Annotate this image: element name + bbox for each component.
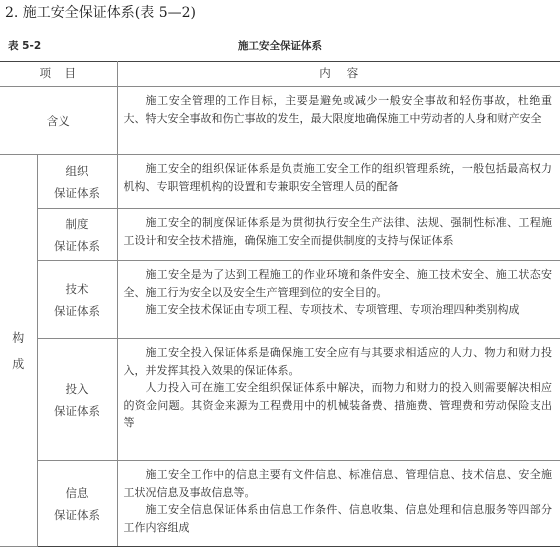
table-row xyxy=(0,261,560,339)
meaning-label: 含义 xyxy=(0,87,117,155)
row-paragraph: 施工安全投入保证体系是确保施工安全应有与其要求相适应的人力、物力和财力投入，并发挥其投入效果的保证体系。 xyxy=(123,346,552,377)
meaning-text: 施工安全管理的工作目标，主要是避免或减少一般安全事故和轻伤事故，杜绝重大、特大安全事故和伤亡事故的发生，最大限度地确保施工中劳动者的人身和财产安全 xyxy=(123,94,552,125)
row-label-line1: 投入 xyxy=(65,381,89,396)
row-label xyxy=(37,261,117,339)
row-paragraph: 施工安全的制度保证体系是为贯彻执行安全生产法律、法规、强制性标准、工程施工设计和安全技术措施，确保施工安全而提供制度的支持与保证体系 xyxy=(123,216,552,247)
composition-label xyxy=(0,155,37,547)
row-label xyxy=(37,461,117,547)
row-label xyxy=(37,155,117,209)
row-label-line1: 信息 xyxy=(65,485,89,500)
table-row xyxy=(0,87,560,155)
table-row xyxy=(0,339,560,461)
row-paragraph: 施工安全是为了达到工程施工的作业环境和条件安全、施工技术安全、施工状态安全、施工行为安全以及安全生产管理到位的安全目的。 xyxy=(123,268,552,299)
row-content xyxy=(117,209,560,261)
header-item: 项 目 xyxy=(0,62,117,87)
table-caption xyxy=(0,38,560,54)
meaning-content xyxy=(117,87,560,155)
row-label-line2: 保证体系 xyxy=(54,303,100,318)
composition-label-text: 构 成 xyxy=(12,330,25,371)
row-paragraph: 施工安全工作中的信息主要有文件信息、标准信息、管理信息、技术信息、安全施工状况信息及事故信息等。 xyxy=(123,468,552,499)
row-label-line2: 保证体系 xyxy=(54,185,100,200)
table-header-row xyxy=(0,62,560,87)
row-paragraph: 施工安全技术保证由专项工程、专项技术、专项管理、专项治理四种类别构成 xyxy=(145,303,520,316)
row-content xyxy=(117,339,560,461)
row-label-line1: 制度 xyxy=(65,216,89,231)
table-row xyxy=(0,209,560,261)
row-content xyxy=(117,261,560,339)
row-label-line1: 组织 xyxy=(65,163,89,178)
row-paragraph: 施工安全信息保证体系由信息工作条件、信息收集、信息处理和信息服务等四部分工作内容组成 xyxy=(123,503,552,534)
table-title: 施工安全保证体系 xyxy=(238,40,322,52)
row-label-line1: 技术 xyxy=(65,281,89,296)
row-label-line2: 保证体系 xyxy=(54,403,100,418)
row-label xyxy=(37,209,117,261)
row-content xyxy=(117,155,560,209)
row-label-line2: 保证体系 xyxy=(54,238,100,253)
row-content xyxy=(117,461,560,547)
safety-system-table xyxy=(0,61,560,547)
row-paragraph: 施工安全的组织保证体系是负责施工安全工作的组织管理系统，一般包括最高权力机构、专职管理机构的设置和专兼职安全管理人员的配备 xyxy=(123,162,552,193)
row-label-line2: 保证体系 xyxy=(54,507,100,522)
row-paragraph: 人力投入可在施工安全组织保证体系中解决，而物力和财力的投入则需要解决相应的资金问题。其资金来源为工程费用中的机械装备费、措施费、管理费和劳动保险支出等 xyxy=(123,381,552,429)
table-row xyxy=(0,155,560,209)
section-heading: 2. 施工安全保证体系(表 5—2) xyxy=(5,5,196,21)
header-content: 内容 xyxy=(117,62,560,87)
row-label xyxy=(37,339,117,461)
table-number: 表 5-2 xyxy=(8,40,42,52)
table-row xyxy=(0,461,560,547)
